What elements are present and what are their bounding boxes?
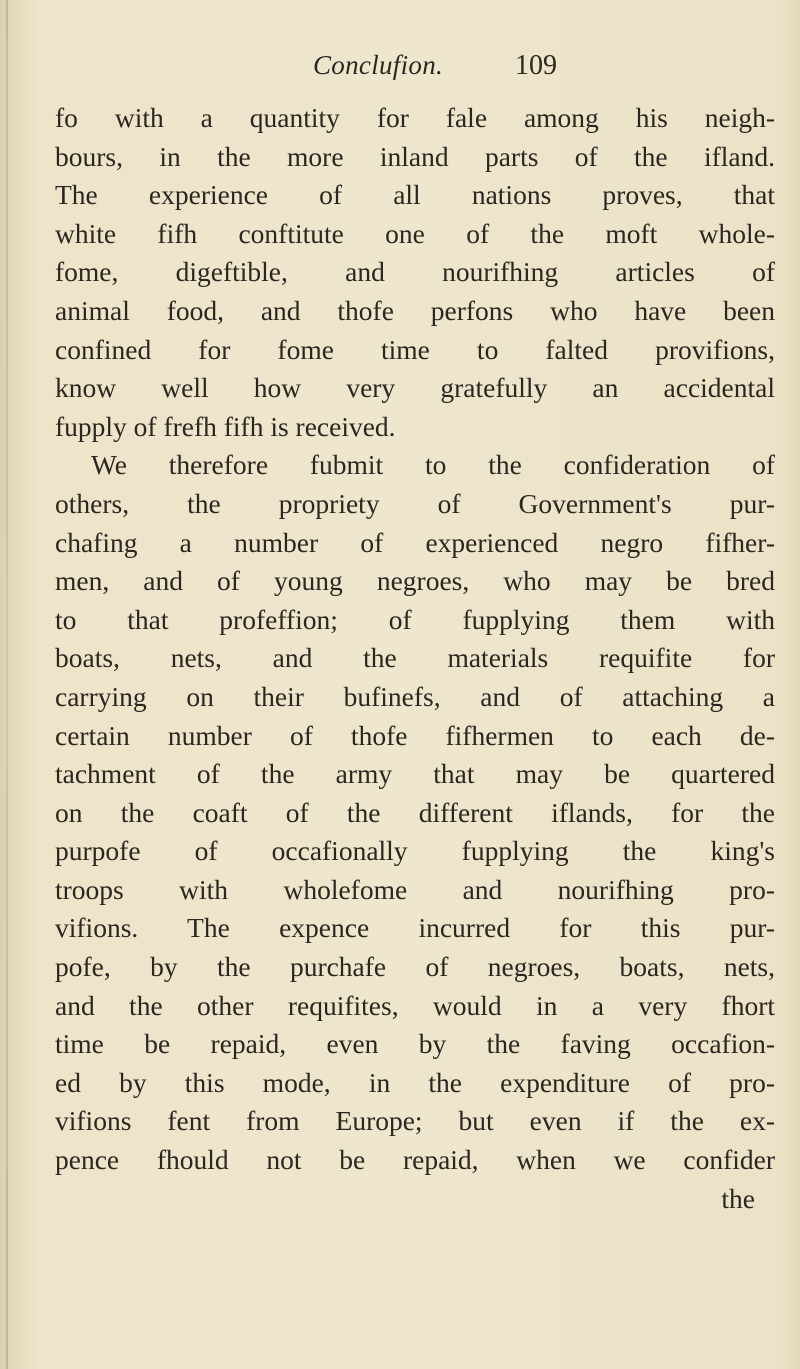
text-line: men, and of young negroes, who may be bred <box>55 565 775 597</box>
text-line: white fifh conftitute one of the moft whole- <box>55 217 775 249</box>
body-text <box>55 99 775 1218</box>
text-line: confined for fome time to falted provifions, <box>55 333 775 365</box>
text-line: fupply of frefh fifh is received. <box>55 410 396 442</box>
text-line: vifions. The expence incurred for this pur- <box>55 912 775 944</box>
text-line: ed by this mode, in the expenditure of pro- <box>55 1066 775 1098</box>
text-line: tachment of the army that may be quartered <box>55 758 775 790</box>
text-line: troops with wholefome and nourifhing pro- <box>55 873 775 905</box>
text-line: vifions fent from Europe; but even if the ex- <box>55 1105 775 1137</box>
text-line: fo with a quantity for fale among his neigh- <box>55 102 775 133</box>
catchword: the <box>721 1182 755 1214</box>
text-line: boats, nets, and the materials requifite for <box>55 642 775 674</box>
text-line: pence fhould not be repaid, when we confider <box>55 1144 775 1176</box>
text-line: purpofe of occafionally fupplying the king's <box>55 835 775 867</box>
text-line: on the coaft of the different iflands, for the <box>55 796 775 828</box>
text-line: fome, digeftible, and nourifhing articles of <box>55 256 775 288</box>
running-head <box>0 50 800 90</box>
text-line: bours, in the more inland parts of the ifland. <box>55 140 775 172</box>
text-line: carrying on their bufinefs, and of attaching a <box>55 680 775 712</box>
text-line: know well how very gratefully an accidental <box>55 372 775 404</box>
text-line: certain number of thofe fifhermen to each de- <box>55 719 775 751</box>
page-gutter-edge <box>6 0 8 1369</box>
text-line: animal food, and thofe perfons who have been <box>55 294 775 326</box>
text-line: and the other requifites, would in a very fhort <box>55 989 775 1021</box>
text-line: to that profeffion; of fupplying them with <box>55 603 775 635</box>
paragraph-start-line: We therefore fubmit to the confideration of <box>91 449 775 481</box>
text-line: time be repaid, even by the faving occafion- <box>55 1028 775 1060</box>
text-line: chafing a number of experienced negro fifher- <box>55 526 775 558</box>
text-line: others, the propriety of Government's pur- <box>55 487 775 519</box>
chapter-title: Conclufion. <box>313 50 444 80</box>
text-line: pofe, by the purchafe of negroes, boats, nets, <box>55 951 775 983</box>
text-line: The experience of all nations proves, that <box>55 179 775 211</box>
page-number: 109 <box>515 50 557 81</box>
